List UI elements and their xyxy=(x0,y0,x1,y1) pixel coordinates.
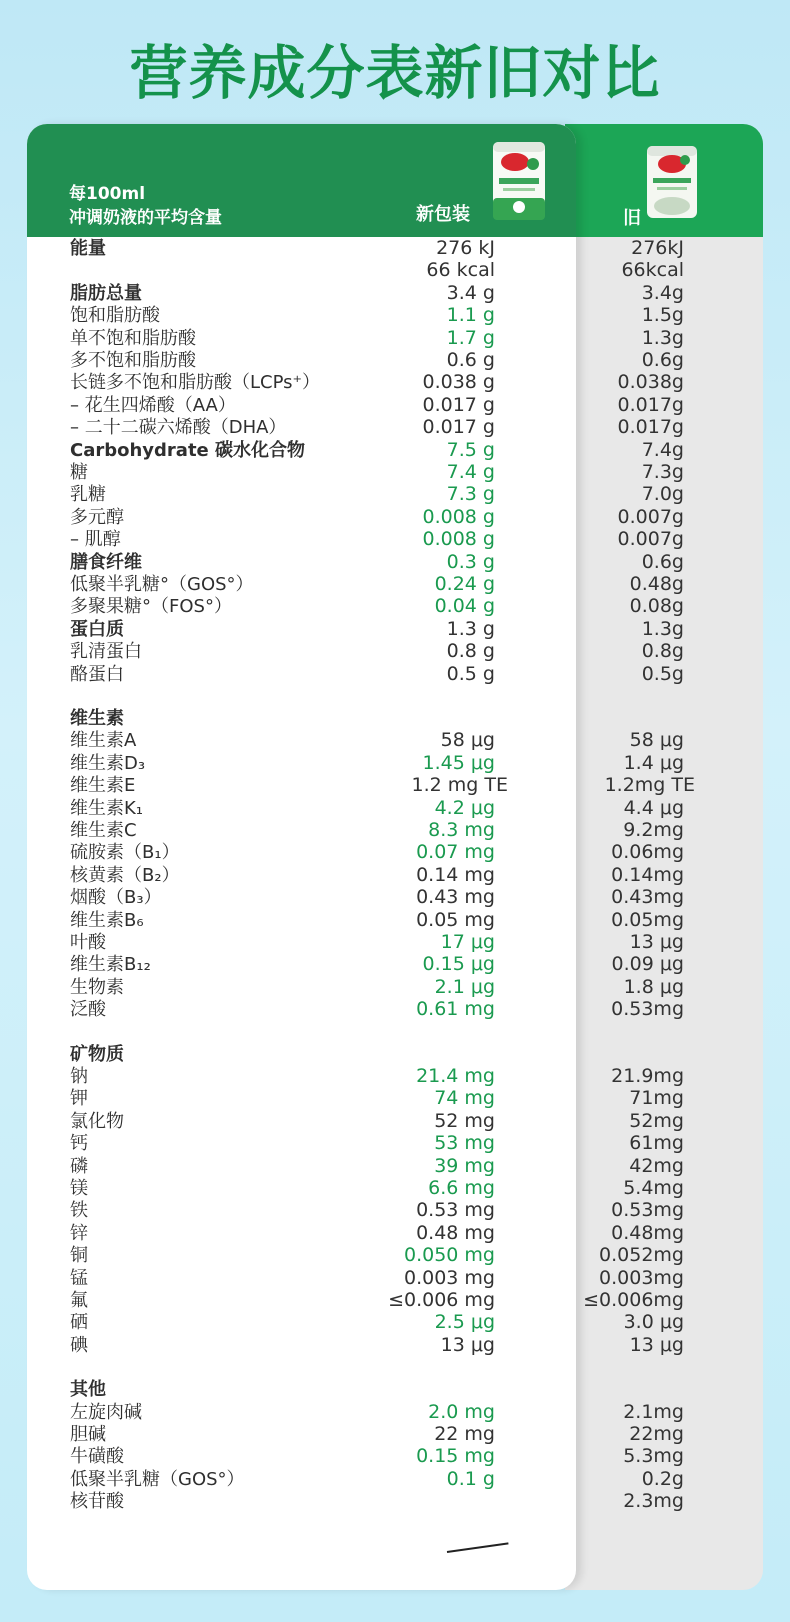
table-row xyxy=(0,439,790,462)
old-value: 52mg xyxy=(629,1109,684,1132)
table-row xyxy=(0,998,790,1021)
nutrient-label: 维生素B₆ xyxy=(70,909,144,931)
old-value: 0.05mg xyxy=(611,908,684,931)
nutrient-label: 锌 xyxy=(70,1222,88,1244)
table-row xyxy=(0,774,790,797)
old-value: 7.0g xyxy=(641,483,684,506)
new-value: 13 μg xyxy=(440,1333,495,1356)
old-value: 0.14mg xyxy=(611,863,684,886)
nutrient-label: 磷 xyxy=(70,1155,88,1177)
new-value: 0.48 mg xyxy=(416,1221,495,1244)
table-row xyxy=(0,416,790,439)
new-value: 7.4 g xyxy=(446,461,495,483)
nutrient-label: 铁 xyxy=(70,1200,88,1222)
new-value: 52 mg xyxy=(434,1109,495,1132)
old-value: 71mg xyxy=(629,1087,684,1110)
old-value: 5.3mg xyxy=(623,1445,684,1468)
old-value: 9.2mg xyxy=(623,819,684,841)
old-value: 0.5g xyxy=(641,662,684,685)
table-row xyxy=(0,1087,790,1110)
new-value: 53 mg xyxy=(434,1132,495,1155)
nutrient-label: 生物素 xyxy=(70,976,124,998)
new-value: 39 mg xyxy=(434,1154,495,1177)
table-row xyxy=(0,1334,790,1357)
new-value: 7.5 g xyxy=(446,438,495,461)
old-value: 1.3g xyxy=(641,326,684,349)
new-value: 276 kJ xyxy=(436,237,495,259)
old-value: 0.53mg xyxy=(611,998,684,1021)
old-value: 0.003mg xyxy=(599,1266,684,1289)
table-row xyxy=(0,864,790,887)
table-row xyxy=(0,618,790,641)
table-row xyxy=(0,1490,790,1513)
old-value: 0.6g xyxy=(641,349,684,371)
nutrient-label: 维生素K₁ xyxy=(70,797,144,819)
new-value: 0.3 g xyxy=(446,550,495,573)
new-value: 0.07 mg xyxy=(416,841,495,864)
per-100ml-line2: 冲调奶液的平均含量 xyxy=(69,208,222,228)
table-row xyxy=(0,976,790,999)
new-value: 0.008 g xyxy=(422,505,495,528)
new-value: 0.038 g xyxy=(422,371,495,394)
nutrient-label: 泛酸 xyxy=(70,999,106,1021)
new-package-label: 新包装 xyxy=(416,204,470,225)
new-value: 8.3 mg xyxy=(428,819,495,841)
new-value: 7.3 g xyxy=(446,483,495,506)
new-value: 0.5 g xyxy=(446,662,495,685)
nutrient-label: 膳食纤维 xyxy=(70,551,142,573)
table-row xyxy=(0,819,790,842)
table-row xyxy=(0,1043,790,1066)
table-row xyxy=(0,349,790,372)
table-row xyxy=(0,931,790,954)
per-100ml-caption xyxy=(69,182,222,230)
table-row xyxy=(0,551,790,574)
old-value: 42mg xyxy=(629,1154,684,1177)
nutrient-label: 维生素 xyxy=(70,708,124,729)
new-value: 22 mg xyxy=(434,1423,495,1445)
nutrient-label: 维生素A xyxy=(70,730,137,752)
new-value: 0.8 g xyxy=(446,640,495,663)
nutrient-label: 镁 xyxy=(70,1178,88,1199)
table-row xyxy=(0,483,790,506)
old-formula-can-image xyxy=(645,142,699,220)
table-row xyxy=(0,1177,790,1200)
table-row xyxy=(0,1401,790,1424)
table-row xyxy=(0,1222,790,1245)
new-value: 1.45 μg xyxy=(422,751,495,774)
old-value: 0.052mg xyxy=(599,1244,684,1267)
nutrient-label: 锰 xyxy=(70,1267,88,1289)
old-value: 61mg xyxy=(629,1132,684,1155)
table-row xyxy=(0,259,790,282)
old-value: 0.09 μg xyxy=(611,953,684,976)
nutrient-label: 维生素D₃ xyxy=(70,752,146,774)
old-value: 66kcal xyxy=(621,259,684,282)
table-row xyxy=(0,1468,790,1491)
nutrient-label: 低聚半乳糖°（GOS°） xyxy=(70,574,254,595)
nutrient-label: 长链多不饱和脂肪酸（LCPs⁺） xyxy=(70,372,321,394)
nutrient-label: 维生素E xyxy=(70,775,136,797)
table-row xyxy=(0,595,790,618)
old-value: 1.5g xyxy=(641,304,684,327)
table-row xyxy=(0,1378,790,1401)
new-value: 0.6 g xyxy=(446,349,495,371)
table-row xyxy=(0,909,790,932)
old-value: 0.06mg xyxy=(611,841,684,864)
new-value: 2.1 μg xyxy=(434,975,495,998)
nutrient-label: 维生素C xyxy=(70,820,137,841)
table-row xyxy=(0,304,790,327)
new-value: 0.43 mg xyxy=(416,886,495,909)
table-row xyxy=(0,729,790,752)
new-value: 0.14 mg xyxy=(416,863,495,886)
old-value: 1.3g xyxy=(641,617,684,640)
new-value: 3.4 g xyxy=(446,281,495,304)
nutrient-label: 牛磺酸 xyxy=(70,1446,124,1468)
nutrient-label: 多元醇 xyxy=(70,506,124,528)
page-title: 营养成分表新旧对比 xyxy=(129,39,661,107)
nutrient-label: 蛋白质 xyxy=(70,618,124,640)
table-row xyxy=(0,663,790,686)
table-row xyxy=(0,1311,790,1334)
nutrient-label: 左旋肉碱 xyxy=(70,1401,142,1423)
table-row xyxy=(0,841,790,864)
new-value: 0.04 g xyxy=(434,595,495,618)
new-package-header xyxy=(27,124,576,237)
new-value: 1.1 g xyxy=(446,304,495,327)
new-value: 0.1 g xyxy=(446,1467,495,1490)
nutrient-label: 核苷酸 xyxy=(70,1491,124,1513)
new-value: 2.5 μg xyxy=(434,1311,495,1334)
old-value: 0.038g xyxy=(617,371,684,394)
nutrient-label: 氟 xyxy=(70,1290,88,1311)
old-value: 13 μg xyxy=(629,931,684,953)
nutrient-label: 硫胺素（B₁） xyxy=(70,842,180,864)
old-value: 3.0 μg xyxy=(623,1311,684,1334)
nutrient-label: 钙 xyxy=(70,1133,88,1155)
new-value: 0.017 g xyxy=(422,393,495,416)
table-row xyxy=(0,886,790,909)
nutrient-label: 多聚果糖°（FOS°） xyxy=(70,596,232,618)
nutrient-label: 能量 xyxy=(70,238,106,259)
new-value: 1.2 mg TE xyxy=(411,774,508,797)
table-row xyxy=(0,1267,790,1290)
old-value: 1.4 μg xyxy=(623,751,684,774)
nutrient-label: 钾 xyxy=(70,1088,88,1110)
new-value: 0.15 μg xyxy=(422,953,495,976)
old-value: 22mg xyxy=(629,1423,684,1445)
old-value: 0.53mg xyxy=(611,1199,684,1222)
old-value: 2.1mg xyxy=(623,1400,684,1423)
old-value: 21.9mg xyxy=(611,1065,684,1087)
old-value: 4.4 μg xyxy=(623,796,684,819)
nutrient-label: 钠 xyxy=(70,1066,88,1087)
new-value: 74 mg xyxy=(434,1087,495,1110)
old-value: 1.8 μg xyxy=(623,975,684,998)
nutrient-label: 乳清蛋白 xyxy=(70,641,142,663)
old-value: 276kJ xyxy=(631,237,684,259)
nutrient-label: 烟酸（B₃） xyxy=(70,887,162,909)
new-value: 21.4 mg xyxy=(416,1065,495,1087)
old-value: 0.48mg xyxy=(611,1221,684,1244)
new-value: 0.61 mg xyxy=(416,998,495,1021)
table-row xyxy=(0,1244,790,1267)
old-value: 0.007g xyxy=(617,528,684,551)
old-value: 0.43mg xyxy=(611,886,684,909)
new-value: 0.05 mg xyxy=(416,908,495,931)
table-row xyxy=(0,797,790,820)
nutrient-label: – 二十二碳六烯酸（DHA） xyxy=(70,417,287,439)
nutrient-label: – 肌醇 xyxy=(70,529,121,551)
new-value: 4.2 μg xyxy=(434,796,495,819)
old-value: 2.3mg xyxy=(623,1490,684,1513)
new-value: 0.003 mg xyxy=(403,1266,495,1289)
new-value: 17 μg xyxy=(440,931,495,953)
table-row xyxy=(0,1065,790,1088)
old-value: 0.017g xyxy=(617,416,684,439)
old-package-label: 旧 xyxy=(623,208,641,229)
old-value: 0.8g xyxy=(641,640,684,663)
old-value: 5.4mg xyxy=(623,1177,684,1199)
old-value: 1.2mg TE xyxy=(604,774,695,797)
new-value: ≤0.006 mg xyxy=(388,1289,495,1311)
nutrient-label: 酪蛋白 xyxy=(70,663,124,685)
table-row xyxy=(0,1110,790,1133)
table-row xyxy=(0,282,790,305)
new-value: 1.7 g xyxy=(446,326,495,349)
table-row xyxy=(0,528,790,551)
new-value: 6.6 mg xyxy=(428,1177,495,1199)
nutrient-label: 核黄素（B₂） xyxy=(70,864,180,886)
table-row xyxy=(0,573,790,596)
nutrient-label: 胆碱 xyxy=(70,1424,106,1445)
new-value: 0.008 g xyxy=(422,528,495,551)
new-value: 0.24 g xyxy=(434,573,495,595)
nutrient-label: 饱和脂肪酸 xyxy=(70,305,160,327)
old-value: 58 μg xyxy=(629,729,684,752)
old-value: 0.007g xyxy=(617,505,684,528)
nutrient-label: 矿物质 xyxy=(70,1043,124,1065)
old-value: 0.2g xyxy=(641,1467,684,1490)
new-value: 0.017 g xyxy=(422,416,495,439)
table-row xyxy=(0,1445,790,1468)
table-row xyxy=(0,640,790,663)
table-row xyxy=(0,237,790,260)
new-value: 58 μg xyxy=(440,729,495,752)
nutrient-label: 铜 xyxy=(70,1245,88,1267)
nutrient-label: 脂肪总量 xyxy=(70,282,142,304)
table-row xyxy=(0,1289,790,1312)
new-value: 66 kcal xyxy=(426,259,495,282)
new-value: 0.15 mg xyxy=(416,1445,495,1468)
per-100ml-line1: 每100ml xyxy=(69,184,146,204)
new-value: 0.53 mg xyxy=(416,1199,495,1222)
table-row xyxy=(0,752,790,775)
new-formula-can-image xyxy=(483,140,555,222)
table-row xyxy=(0,461,790,484)
old-value: 3.4g xyxy=(641,281,684,304)
old-value: ≤0.006mg xyxy=(583,1289,684,1311)
new-value: 1.3 g xyxy=(446,617,495,640)
old-package-header xyxy=(565,124,763,237)
nutrient-label: 乳糖 xyxy=(70,484,106,506)
new-value: 0.050 mg xyxy=(403,1244,495,1267)
table-row xyxy=(0,1423,790,1446)
old-value: 0.017g xyxy=(617,393,684,416)
table-row xyxy=(0,1155,790,1178)
table-row xyxy=(0,327,790,350)
old-value: 0.48g xyxy=(629,573,684,595)
table-row xyxy=(0,953,790,976)
nutrient-label: – 花生四烯酸（AA） xyxy=(70,394,236,416)
old-value: 13 μg xyxy=(629,1333,684,1356)
nutrient-label: 硒 xyxy=(70,1312,88,1334)
nutrient-label: 单不饱和脂肪酸 xyxy=(70,327,196,349)
old-value: 7.3g xyxy=(641,461,684,483)
nutrient-label: 其他 xyxy=(70,1379,106,1401)
nutrient-label: 多不饱和脂肪酸 xyxy=(70,350,196,371)
nutrient-label: 氯化物 xyxy=(70,1110,124,1132)
old-value: 0.08g xyxy=(629,595,684,618)
nutrient-label: 叶酸 xyxy=(70,932,106,953)
old-value: 0.6g xyxy=(641,550,684,573)
table-row xyxy=(0,394,790,417)
table-row xyxy=(0,1132,790,1155)
nutrient-label: 糖 xyxy=(70,462,88,483)
table-row xyxy=(0,707,790,730)
nutrient-label: 低聚半乳糖（GOS°） xyxy=(70,1468,245,1490)
old-value: 7.4g xyxy=(641,438,684,461)
nutrient-label: Carbohydrate 碳水化合物 xyxy=(70,439,306,461)
table-row xyxy=(0,506,790,529)
nutrient-label: 维生素B₁₂ xyxy=(70,954,151,976)
new-value: 2.0 mg xyxy=(428,1400,495,1423)
table-row xyxy=(0,1199,790,1222)
table-row xyxy=(0,371,790,394)
nutrient-label: 碘 xyxy=(70,1334,88,1356)
